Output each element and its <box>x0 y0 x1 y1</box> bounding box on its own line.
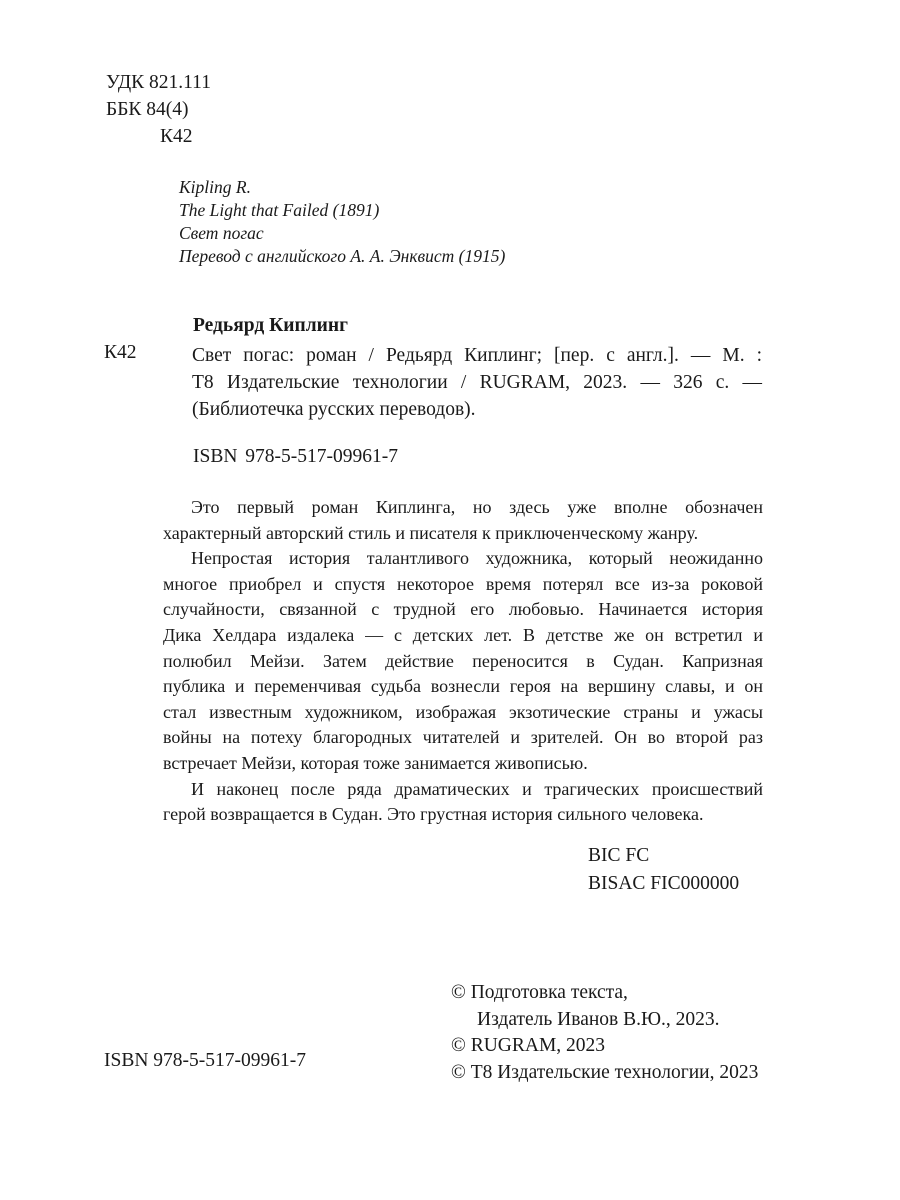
author-heading: Редьярд Киплинг <box>193 315 348 336</box>
udk-code: УДК 821.111 <box>106 72 211 93</box>
bib-line: (Библиотечка русских переводов). <box>192 399 476 420</box>
abstract <box>163 495 763 828</box>
abstract-line: Дика Хелдара издалека — с детских лет. В детстве же он встретил и <box>163 624 763 645</box>
abstract-line: случайности, связанной с трудной его любовью. Начинается история <box>163 599 763 620</box>
copyright-line: © Подготовка текста, <box>451 982 628 1003</box>
bib-line: Т8 Издательские технологии / RUGRAM, 2023. — 326 с. — <box>192 372 762 393</box>
abstract-line: Непростая история талантливого художника, который неожиданно <box>191 548 763 569</box>
bib-line: Свет погас: роман / Редьярд Киплинг; [пер. с англ.]. — М. : <box>192 345 762 366</box>
original-title: The Light that Failed (1891) <box>179 200 380 220</box>
author-mark: К42 <box>160 126 193 147</box>
abstract-line: И наконец после ряда драматических и трагических происшествий <box>191 778 763 799</box>
abstract-line: характерный авторский стиль и писателя к приключенческому жанру. <box>163 522 699 543</box>
isbn-main: ISBN 978-5-517-09961-7 <box>193 446 399 467</box>
abstract-line: встречает Мейзи, которая тоже занимается живописью. <box>163 752 588 773</box>
copyright-block <box>451 980 758 1086</box>
bibliographic-description <box>192 342 762 423</box>
abstract-line: войны на потеху благородных читателей и зрителей. Он во второй раз <box>163 727 763 748</box>
abstract-line: герой возвращается в Судан. Это грустная история сильного человека. <box>163 804 704 825</box>
russian-title: Свет погас <box>179 223 264 243</box>
translation-credit: Перевод с английского А. А. Энквист (1915) <box>179 246 506 266</box>
bbk-code: ББК 84(4) <box>106 99 189 120</box>
abstract-line: публика и переменчивая судьба вознесли героя на вершину славы, и он <box>163 676 763 697</box>
original-author: Kipling R. <box>179 177 251 197</box>
bisac-code: BISAC FIC000000 <box>588 873 740 894</box>
abstract-line: полюбил Мейзи. Затем действие переносится в Судан. Капризная <box>163 650 763 671</box>
reference-mark: К42 <box>104 342 137 363</box>
abstract-line: Это первый роман Киплинга, но здесь уже вполне обозначен <box>191 497 763 517</box>
abstract-line: стал известным художником, изображая экзотические страны и ужасы <box>163 701 763 722</box>
isbn-footer: ISBN 978-5-517-09961-7 <box>104 1050 307 1071</box>
bic-code: BIC FC <box>588 845 650 866</box>
copyright-line: © Т8 Издательские технологии, 2023 <box>451 1061 759 1083</box>
copyright-line: Издатель Иванов В.Ю., 2023. <box>477 1008 720 1030</box>
copyright-line: © RUGRAM, 2023 <box>451 1035 606 1056</box>
abstract-line: многое приобрел и спустя некоторое время потерял все из-за роковой <box>163 573 763 594</box>
